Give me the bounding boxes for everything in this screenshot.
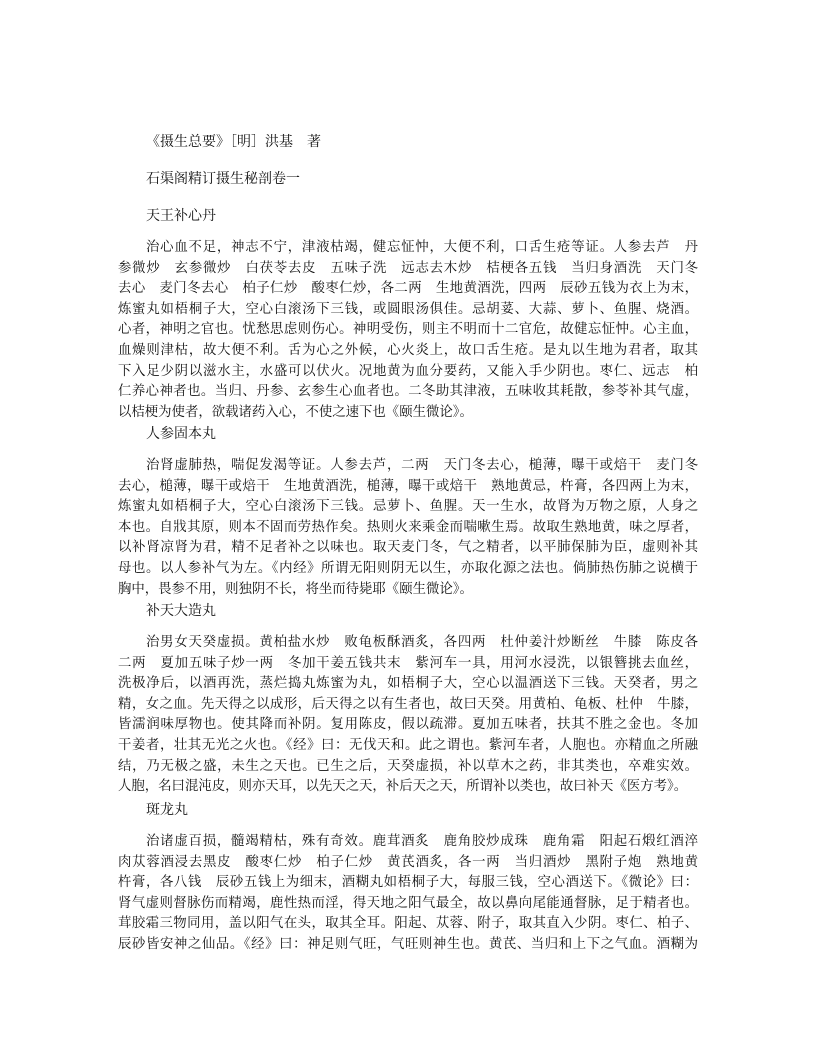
text-line: 以补肾凉肾为君，精不足者补之以味也。取天麦门冬，气之精者，以平肺保肺为臣，虚则补其 xyxy=(118,540,698,556)
text-line: 洗极净后，以酒再洗，蒸烂捣丸炼蜜为丸，如梧桐子大，空心以温酒送下三钱。天癸者，男之 xyxy=(118,676,698,692)
text-line: 治诸虚百损，髓竭精枯，殊有奇效。鹿茸酒炙 鹿角胶炒成珠 鹿角霜 阳起石煅红酒淬 xyxy=(146,834,698,849)
text-line: 结，乃无极之盛，未生之天也。已生之后，天癸虚损，补以草木之药，非其类也，卒难实效。 xyxy=(118,758,698,774)
text-line: 心者，神明之官也。忧愁思虑则伤心。神明受伤，则主不明而十二官危，故健忘怔忡。心主血， xyxy=(118,322,698,338)
section-heading-tianwang-buxin-dan: 天王补心丹 xyxy=(146,208,216,224)
text-line: 治心血不足，神志不宁，津液枯竭，健忘怔忡，大便不利，口舌生疮等证。人参去芦 丹 xyxy=(146,240,698,255)
text-line: 肉苁蓉酒浸去黑皮 酸枣仁炒 柏子仁炒 黄芪酒炙，各一两 当归酒炒 黑附子炮 熟地黄 xyxy=(118,854,698,870)
text-line: 下入足少阴以滋水主，水盛可以伏火。况地黄为血分要药，又能入手少阴也。枣仁、远志 柏 xyxy=(118,363,698,379)
text-line: 胸中，畏参不用，则独阴不长，将坐而待毙耶《颐生微论》。 xyxy=(118,581,473,597)
text-line: 干姜者，壮其无光之火也。《经》曰：无伐天和。此之谓也。紫河车者，人胞也。亦精血之所融 xyxy=(118,737,698,753)
text-line: 炼蜜丸如梧桐子大，空心白滚汤下三钱。忌萝卜、鱼腥。天一生水，故肾为万物之原，人身之 xyxy=(118,499,698,515)
text-line: 去心，槌薄，曝干或焙干 生地黄酒洗，槌薄，曝干或焙干 熟地黄忌，杵膏，各四两上为末， xyxy=(118,478,698,494)
section-body-tianwang-buxin-dan xyxy=(118,238,698,423)
section-heading-renshen-guben-wan: 人参固本丸 xyxy=(146,426,216,442)
text-line: 二两 夏加五味子炒一两 冬加干姜五钱共末 紫河车一具，用河水浸洗，以银簪挑去血丝， xyxy=(118,655,698,671)
text-line: 本也。自戕其原，则本不固而劳热作矣。热则火来乘金而喘嗽生焉。故取生熟地黄，味之厚者， xyxy=(118,519,698,535)
section-body-renshen-guben-wan xyxy=(118,456,698,600)
section-heading-banlong-wan: 斑龙丸 xyxy=(146,802,188,818)
text-line: 辰砂皆安神之仙品。《经》曰：神足则气旺，气旺则神生也。黄芪、当归和上下之气血。酒糊为 xyxy=(118,936,698,952)
text-line: 茸胶霜三物同用，盖以阳气在头，取其全耳。阳起、苁蓉、附子，取其直入少阴。枣仁、柏子、 xyxy=(118,916,698,932)
text-line: 以桔梗为使者，欲载诸药入心，不使之速下也《颐生微论》。 xyxy=(118,404,473,420)
volume-title: 石渠阁精订摄生秘剖卷一 xyxy=(146,171,300,187)
text-line: 血燥则津枯，故大便不利。舌为心之外候，心火炎上，故口舌生疮。是丸以生地为君者，取其 xyxy=(118,342,698,358)
text-line: 杵膏，各八钱 辰砂五钱上为细末，酒糊丸如梧桐子大，每服三钱，空心酒送下。《微论》曰： xyxy=(118,875,698,891)
section-body-banlong-wan xyxy=(118,832,698,956)
text-line: 肾气虚则督脉伤而精竭，鹿性热而淫，得天地之阳气最全，故以鼻向尾能通督脉，足于精者也。 xyxy=(118,895,698,911)
text-line: 人胞，名曰混沌皮，则亦天耳，以先天之天，补后天之天，所谓补以类也，故曰补天《医方考》。 xyxy=(118,779,688,795)
section-body-butian-dazao-wan xyxy=(118,633,698,798)
text-line: 精，女之血。先天得之以成形，后天得之以有生者也，故曰天癸。用黄柏、龟板、杜仲 牛膝， xyxy=(118,696,698,712)
section-heading-butian-dazao-wan: 补天大造丸 xyxy=(146,603,216,619)
text-line: 母也。以人参补气为左。《内经》所谓无阳则阴无以生，亦取化源之法也。倘肺热伤肺之说横于 xyxy=(118,560,698,576)
text-line: 去心 麦门冬去心 柏子仁炒 酸枣仁炒，各二两 生地黄酒洗，四两 辰砂五钱为衣上为末， xyxy=(118,281,698,297)
text-line: 炼蜜丸如梧桐子大，空心白滚汤下三钱，或圆眼汤俱佳。忌胡荽、大蒜、萝卜、鱼腥、烧酒。 xyxy=(118,301,698,317)
text-line: 皆濡润味厚物也。使其降而补阴。复用陈皮，假以疏滞。夏加五味者，扶其不胜之金也。冬加 xyxy=(118,717,698,733)
text-line: 仁养心神者也。当归、丹参、玄参生心血者也。二冬助其津液，五味收其耗散，参苓补其气虚， xyxy=(118,384,698,400)
book-title: 《摄生总要》［明］洪基 著 xyxy=(146,134,321,150)
text-line: 治肾虚肺热，喘促发渴等证。人参去芦，二两 天门冬去心，槌薄，曝干或焙干 麦门冬 xyxy=(146,458,698,473)
text-line: 参微炒 玄参微炒 白茯苓去皮 五味子洗 远志去木炒 桔梗各五钱 当归身酒洗 天门冬 xyxy=(118,260,698,276)
text-line: 治男女天癸虚损。黄柏盐水炒 败龟板酥酒炙，各四两 杜仲姜汁炒断丝 牛膝 陈皮各 xyxy=(146,635,698,650)
